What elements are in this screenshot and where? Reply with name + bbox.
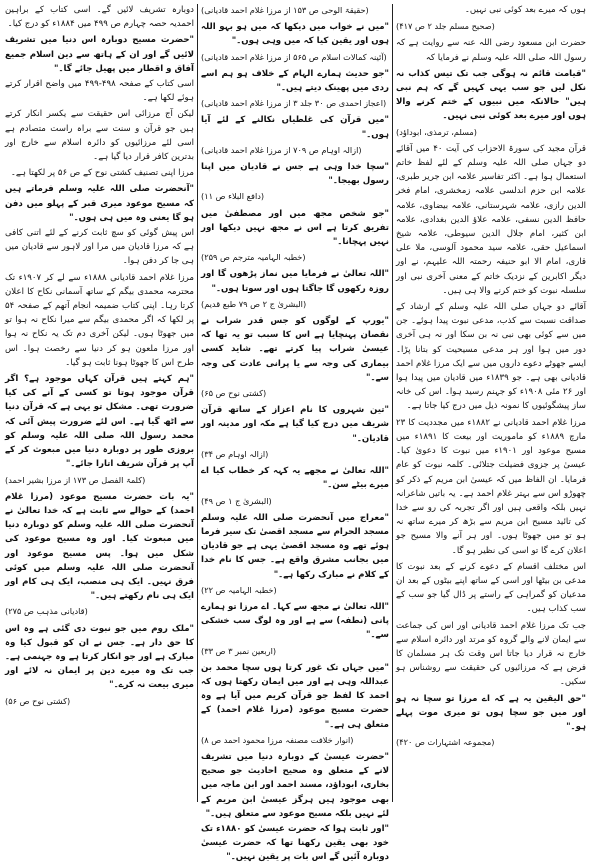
quoted-paragraph: "جو شخص مجھ میں اور مصطفیٰ میں تفریق کرتا ہے اس نے مجھ نہیں دیکھا اور نہیں پہچانا۔"	[201, 208, 389, 248]
quoted-paragraph: "تین شہروں کا نام اعزاز کے ساتھ قرآن شریف میں درج کیا گیا ہے مکہ اور مدینہ اور قادیان۔"	[201, 405, 389, 444]
paragraph: دوبارہ تشریف لائیں گے۔ اسی کتاب کے براہین احمدیہ حصہ چہارم ص ۴۹۹ میں ۱۸۸۴ء کو درج کیا۔	[5, 5, 194, 30]
quoted-paragraph: "ہم کہتے ہیں قرآن کہاں موجود ہے؟ اگر قرآن موجود ہوتا تو کسی کے آنے کی کیا ضرورت تھی۔ مشکل تو یہی ہے کہ قرآن دنیا سے اٹھ گیا ہے۔ اس لئے ضرورت پیش آئی کہ محمد رسول اللہ صلی اللہ علیہ وسلم کو بروزی طور پر دوبارہ دنیا میں مبعوث کر کے آپ پر قرآن شریف اتارا جائے۔"	[5, 374, 194, 470]
quoted-paragraph: "اور ثابت ہوا کہ حضرت عیسیٰ کو ۱۸۸۰ء تک خود بھی یقین رکھنا تھا کہ حضرت عیسیٰ دوبارہ آئیں گے اس بات پر یقین نہیں۔"	[201, 823, 389, 863]
citation: (کشتی نوح ص ۵۶)	[5, 695, 71, 706]
text-column-middle	[201, 3, 389, 863]
quoted-paragraph: "اللہ تعالیٰ نے مجھے یہ کہہ کر خطاب کیا اے میرے بیٹے سن۔"	[201, 466, 389, 491]
citation: (انوار خلافت مصنفہ مرزا محمود احمد ص ۸)	[201, 734, 354, 745]
citation: (کلمۃ الفصل ص ۱۷۳ از مرزا بشیر احمد)	[5, 474, 146, 485]
citation: (ازالہ اوہام ص ۷۰۹ از مرزا غلام احمد قادیانی)	[201, 144, 362, 155]
citation: (خطبہ الہامیہ ص ۲۲)	[201, 584, 277, 595]
quoted-paragraph: "حضرت عیسیٰ کے دوبارہ دنیا میں تشریف لانے کے متعلق وہ صحیح احادیث جو صحیح بخاری، ابوداؤد، مسند احمد اور ابن ماجہ میں بھی موجود ہیں ہرگز عیسیٰ ابن مریم کے لئے نہیں بلکہ مسیح موعود سے متعلق ہیں۔"	[201, 751, 389, 819]
citation: (دافع البلاء ص ۱۱)	[201, 191, 265, 202]
column-divider	[197, 4, 198, 802]
paragraph: قرآن مجید کی سورۃ الاحزاب کی آیت ۴۰ میں آقائے دو جہاں صلی اللہ علیہ وسلم کے لئے لفظ خاتم استعمال ہوا ہے۔ اکثر تفاسیر علامہ ابن جریر طبری، علامہ ابن حزم اندلسی علامہ زمخشری، امام فخر الدین رازی، علامہ شہرستانی، علامہ بیضاوی، علامہ حافظ الدین نسفی، علامہ علاؤ الدین بغدادی، علامہ ابن کثیر، امام جلال الدین سیوطی، علامہ شیخ اسماعیل حقی، علامہ سید محمود آلوسی، ملا علی قاری، امام الا ابو حنیفہ رحمتہ اللہ علیہم، نے اور دیگر اکابرین کے نزدیک خاتم کے معنی آخری نبی اور سلسلہ نبوت کو ختم کرنے والا ہی ہیں۔	[396, 143, 586, 296]
quoted-paragraph: "اللہ تعالیٰ نے مجھ سے کہا۔ اے مرزا تو ہمارے پانی (نطفہ) سے ہے اور وہ لوگ سب خشکی سے۔"	[201, 601, 389, 641]
quoted-paragraph: "جو حدیث ہمارے الہام کے خلاف ہو ہم اسے ردی میں پھینک دیتے ہیں۔"	[201, 68, 389, 94]
paragraph: حضرت ابن مسعود رضی اللہ عنہ سے روایت ہے کہ رسول اللہ صلی اللہ علیہ وسلم نے فرمایا کہ	[396, 38, 586, 63]
citation: (مسلم، ترمذی، ابوداؤد)	[396, 126, 477, 137]
citation: (مجموعہ اشتہارات ص ۴۲۰)	[396, 737, 495, 748]
citation: (البشریٰ ج ۲ ص ۷۹ طبع قدیم)	[201, 298, 307, 309]
quoted-paragraph: "سچا خدا وہی ہے جس نے قادیان میں اپنا رسول بھیجا۔"	[201, 162, 389, 187]
paragraph: اسی کتاب کے صفحہ ۴۹۸-۴۹۹ میں واضح اقرار کرتے ہوئے لکھا ہے۔	[5, 79, 194, 104]
paragraph: لیکن آج مرزائی اس حقیقت سے یکسر انکار کرتے ہیں جو قرآن و سنت سے براہ راست متصادم ہے اسی لئے مرزائیوں کو دائرہ اسلام سے خارج اور بدترین کافر قرار دیا گیا ہے۔	[5, 109, 194, 163]
quoted-paragraph: "اللہ تعالیٰ نے فرمایا میں نماز پڑھوں گا اور روزہ رکھوں گا جاگتا ہوں اور سوتا ہوں۔"	[201, 269, 389, 294]
quoted-paragraph: "قیامت قائم نہ ہوگی جب تک تیس کذاب نہ نکل لیں جو سب یہی کہیں گے کہ ہم نبی ہیں" حالانکہ میں نبیوں کے ختم کرنے والا ہوں اور میرے بعد کوئی نبی نہیں۔	[396, 68, 586, 122]
quoted-paragraph: "یہ بات حضرت مسیح موعود (مرزا غلام احمد) کے حوالے سے ثابت ہے کہ خدا تعالیٰ نے آنحضرت صلی اللہ علیہ وسلم کو دوبارہ دنیا میں مبعوث کیا۔ اور وہ مسیح موعود کی شکل میں ہوا۔ پس مسیح موعود اور آنحضرت صلی اللہ علیہ وسلم میں کوئی فرق نہیں۔ ایک ہی منصب، ایک ہی کام اور ایک ہی نام رکھتے ہیں۔"	[5, 491, 194, 602]
citation: (اربعین نمبر ۳ ص ۳۳)	[201, 645, 277, 656]
paragraph: اس پیش گوئی کو سچ ثابت کرنے کے لئے اتنی کافی ہے کہ مرزا قادیان میں مرا اور لاہور سے قادیان میں ہی جا کر دفن ہوا۔	[5, 228, 194, 267]
quoted-paragraph: "میں قرآن کی غلطیاں نکالنے کے لئے آیا ہوں۔"	[201, 115, 389, 140]
citation: (حقیقۃ الوحی ص ۱۵۳ از مرزا غلام احمد قادیانی)	[201, 5, 369, 15]
quoted-paragraph: "میں جہاں تک غور کرتا ہوں سچا محمد بن عبداللہ وہی ہے اور میں ایمان رکھتا ہوں کہ احمد کا لفظ جو قرآن کریم میں آیا ہے وہ حضرت مسیح موعود (مرزا غلام احمد) کے متعلق ہی ہے۔"	[201, 662, 389, 730]
citation: (قادیانی مذہب ص ۲۷۵)	[5, 606, 88, 617]
citation: (کشتی نوح ص ۶۵)	[201, 388, 267, 399]
citation: (صحیح مسلم جلد ۲ ص ۴۱۷)	[396, 21, 495, 32]
citation: (ازالہ اوہام ص ۳۴)	[201, 448, 269, 459]
paragraph: اس مختلف اقسام کے دعوے کرنے کے بعد نبوت کا مدعی بن بیٹھا اور اسی کے ساتھ اپنے بیٹوں کے بعد ان مدعیان کو گمراہی کے راستے پر ڈال گیا جو سب کے سب کذاب ہیں۔	[396, 561, 586, 615]
quoted-paragraph: "حضرت مسیح دوبارہ اس دنیا میں تشریف لائیں گے اور ان کے ہاتھ سے دین اسلام جمیع آفاق و اقطار میں پھیل جائے گا۔"	[5, 35, 194, 74]
paragraph: مرزا غلام احمد قادیانی نے ۱۸۸۲ء میں مجددیت کا ۲۳ مارچ ۱۸۸۹ء کو ماموریت اور بیعت کا ۱۸۹۱ء میں مسیح موعود اور ۱۹۰۱ء میں نبوت کا دعویٰ کیا۔ عیسیٰ پر جزوی فضیلت جتلائی۔ کلمہ نبوت کو عام فرمایا۔ ان الفاظ میں کہ عیسیٰ ابن مریم کے ذکر کو چھوڑو اس سے بہتر غلام احمد ہے۔ یہ باتیں شاعرانہ نہیں بلکہ واقعی ہیں اور اگر تجربہ کی رو سے خدا کی تائید مسیح ابن مریم سے بڑھ کر میرے ساتھ نہ ہو تو میں جھوٹا ہوں۔ اور ہر آنے والا مسیح جو اعلان کرے گا تو اسی کی نظیر ہو گا۔	[396, 417, 587, 556]
citation: (آئینہ کمالات اسلام ص ۵۶۵ از مرزا غلام احمد قادیانی)	[201, 51, 387, 62]
paragraph: آقائے دو جہاں صلی اللہ علیہ وسلم کے ارشاد کے صداقت نسبت سے کذب، مدعی نبوت پیدا ہوئے۔ جن میں سے کوئی بھی نبی نہ بن سکا اور نہ ہی آخری دور میں ہوا اور ہر مدعی مسیحیت کو بتانا پڑا۔ ایسے جھوٹے دعوے داروں میں سے ایک مرزا غلام احمد قادیانی بھی ہے۔ جو ۱۸۳۹ء میں قادیان میں پیدا ہوا اور ۲۶ مئی ۱۹۰۸ء کو جہنم رسید ہوا۔ اس کی خانہ ساز پیشگوئیوں کا نمونہ ذیل میں درج کیا جاتا ہے۔	[396, 302, 587, 412]
citation: (اعجاز احمدی ص ۳۰ جلد ۳ از مرزا غلام احمد قادیانی)	[201, 98, 387, 109]
quoted-paragraph: "آنحضرت صلی اللہ علیہ وسلم فرماتے ہیں کہ مسیح موعود میری قبر کے پہلو میں دفن ہو گا یعنی وہ میں ہی ہوں۔"	[5, 184, 194, 223]
citation: (البشریٰ ج ۱ ص ۴۹)	[201, 495, 272, 506]
paragraph: مرزا اپنی تصنیف کشتی نوح کے ص ۵۶ پر لکھتا ہے۔	[10, 168, 194, 179]
quoted-paragraph: "یورپ کے لوگوں کو جس قدر شراب نے نقصان پہنچایا ہے اس کا سبب تو یہ تھا کہ عیسیٰ شراب پیا کرتے تھے۔ شاید کسی بیماری کی وجہ سے یا پرانی عادت کی وجہ سے۔"	[201, 316, 389, 383]
text-column-right	[396, 3, 586, 803]
citation: (خطبہ الہامیہ مترجم ص ۲۵۹)	[201, 252, 306, 263]
quoted-paragraph: "ملک روم میں جو نبوت دی گئی ہے وہ اس کا حق دار ہے۔ جس نے ان کو قبول کیا وہ مبارک ہے اور جو انکار کرتا ہے وہ جہنمی ہے۔ جب تک وہ میرے دین پر ایمان نہ لائے اور میری بیعت نہ کرے۔"	[5, 623, 194, 691]
quoted-paragraph: "میں نے خواب میں دیکھا کہ میں ہو بہو اللہ ہوں اور یقین کیا کہ میں وہی ہوں۔"	[201, 22, 389, 47]
paragraph: ہوں کہ میرے بعد کوئی نبی نہیں۔	[464, 5, 586, 15]
paragraph: مرزا غلام احمد قادیانی ۱۸۸۸ء سے لے کر ۱۹۰۷ء تک محترمہ محمدی بیگم کے ساتھ آسمانی نکاح کا اعلان کرتا رہا۔ اپنی کتاب ضمیمہ انجام آتھم کے صفحہ ۵۴ پر لکھا کہ اگر محمدی بیگم سے میرا نکاح نہ ہوا تو میں جھوٹا ہوں۔ لیکن آخری دم تک یہ نکاح نہ ہوا اور مرزا ملعون ہو کر دنیا سے رخصت ہوا۔ اس طرح اس کا جھوٹا ہونا ثابت ہو گیا۔	[5, 272, 194, 368]
column-divider	[392, 4, 393, 802]
paragraph: جب تک مرزا غلام احمد قادیانی اور اس کی جماعت سے ایمان لانے والے گروہ کو مرتد اور دائرہ اسلام سے خارج نہ قرار دیا جاتا اس وقت تک ہر مسلمان کا فرض ہے کہ مرزائیوں کی حقیقت سے روشناس ہو سکیں۔	[396, 620, 586, 688]
text-column-left	[5, 3, 194, 803]
quoted-paragraph: "حق الیقین یہ ہے کہ اے مرزا تو سچا نہ ہو اور میں جو سچا ہوں تو میری موت پہلے ہو۔"	[396, 693, 586, 732]
quoted-paragraph: "معراج میں آنحضرت صلی اللہ علیہ وسلم مسجد الحرام سے مسجد اقصیٰ تک سیر فرما ہوئے تھے وہ مسجد اقصیٰ یہی ہے جو قادیان میں بجانب مشرق واقع ہے۔ جس کا نام خدا کے کلام نے مبارک رکھا ہے۔"	[201, 512, 389, 580]
